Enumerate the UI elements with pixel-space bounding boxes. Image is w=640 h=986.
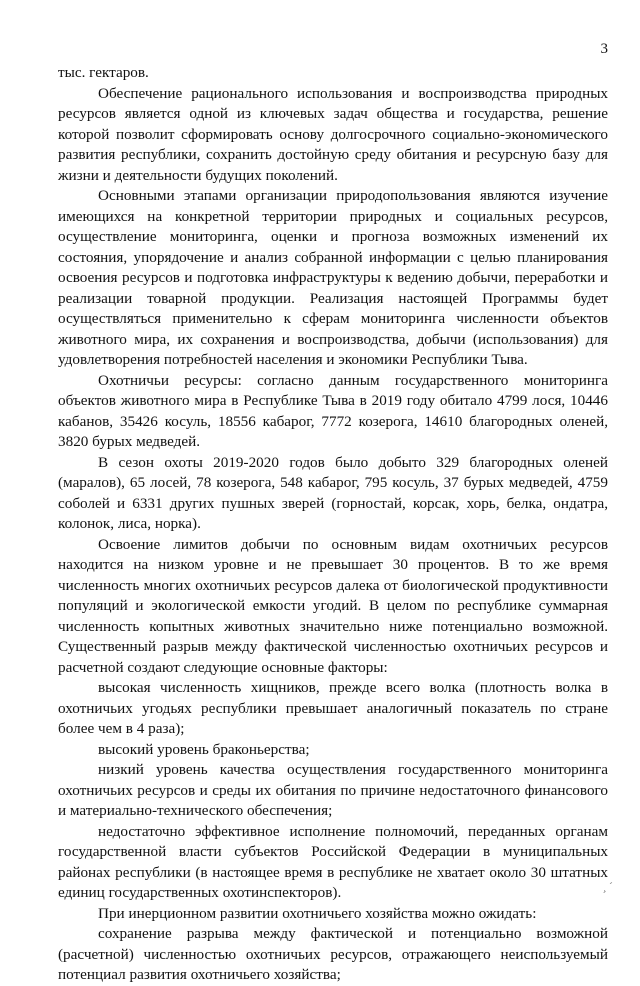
paragraph: Охотничьи ресурсы: согласно данным государственного мониторинга объектов животного мира в Республике Тыва в 2019 году обитало 4799 лося, 10446 кабанов, 35426 косуль, 18556 кабарог, 7772 козерога, 14610 благородных оленей, 3820 бурых медведей. (58, 371, 608, 450)
paragraph: В сезон охоты 2019-2020 годов было добыто 329 благородных оленей (маралов), 65 лосей, 78 козерога, 548 кабарог, 795 косуль, 37 бурых медведей, 4759 соболей и 6331 других пушных зверей (горностай, корсак, хорь, белка, ондатра, колонок, лиса, норка). (58, 453, 608, 532)
paragraph: Освоение лимитов добычи по основным видам охотничьих ресурсов находится на низком уровне и не превышает 30 процентов. В то же время численность многих охотничьих ресурсов далека от биологической продуктивности популяций и экологической емкости угодий. В целом по республике суммарная численность копытных животных значительно ниже потенциально возможной. Существенный разрыв между фактической численностью охотничьих ресурсов и расчетной создают следующие основные факторы: (58, 535, 608, 676)
document-body (58, 63, 608, 986)
list-item: низкий уровень качества осуществления государственного мониторинга охотничьих ресурсов и среды их обитания по причине недостаточного финансового и материально-технического обеспечения; (58, 761, 608, 819)
paragraph: При инерционном развитии охотничьего хозяйства можно ожидать: (98, 904, 537, 922)
page-number: 3 (600, 41, 608, 57)
paragraph: Обеспечение рационального использования и воспроизводства природных ресурсов является одной из ключевых задач общества и государства, решение которой позволит сформировать основу долгосрочного социально-экономического развития республики, сохранить достойную среду обитания и ресурсную базу для жизни и деятельности будущих поколений. (58, 84, 608, 184)
list-item: высокая численность хищников, прежде всего волка (плотность волка в охотничьих угодьях республики превышает аналогичный показатель по стране более чем в 4 раза); (58, 679, 608, 737)
list-item: недостаточно эффективное исполнение полномочий, переданных органам государственной власти субъектов Российской Федерации в муниципальных районах республики (в настоящее время в республике не хватает около 30 штатных единиц государственных охотинспекторов). (58, 822, 608, 901)
corner-mark: ¸ ´ (602, 882, 612, 893)
paragraph: Основными этапами организации природопользования являются изучение имеющихся на конкретной территории природных и социальных ресурсов, осуществление мониторинга, оценки и прогноза возможных изменений их состояния, упорядочение и анализ собранной информации с целью планирования освоения ресурсов и подготовка инфраструктуры к ведению добычи, переработки и реализации товарной продукции. Реализация настоящей Программы будет осуществляться применительно к сферам мониторинга численности объектов животного мира, их сохранения и воспроизводства, добычи (использования) для удовлетворения потребностей населения и экономики Республики Тыва. (58, 187, 608, 368)
paragraph: тыс. гектаров. (58, 64, 149, 81)
list-item: высокий уровень браконьерства; (98, 740, 310, 758)
list-item: сохранение разрыва между фактической и потенциально возможной (расчетной) численностью охотничьих ресурсов, отражающего неиспользуемый потенциал развития охотничьего хозяйства; (58, 925, 608, 983)
